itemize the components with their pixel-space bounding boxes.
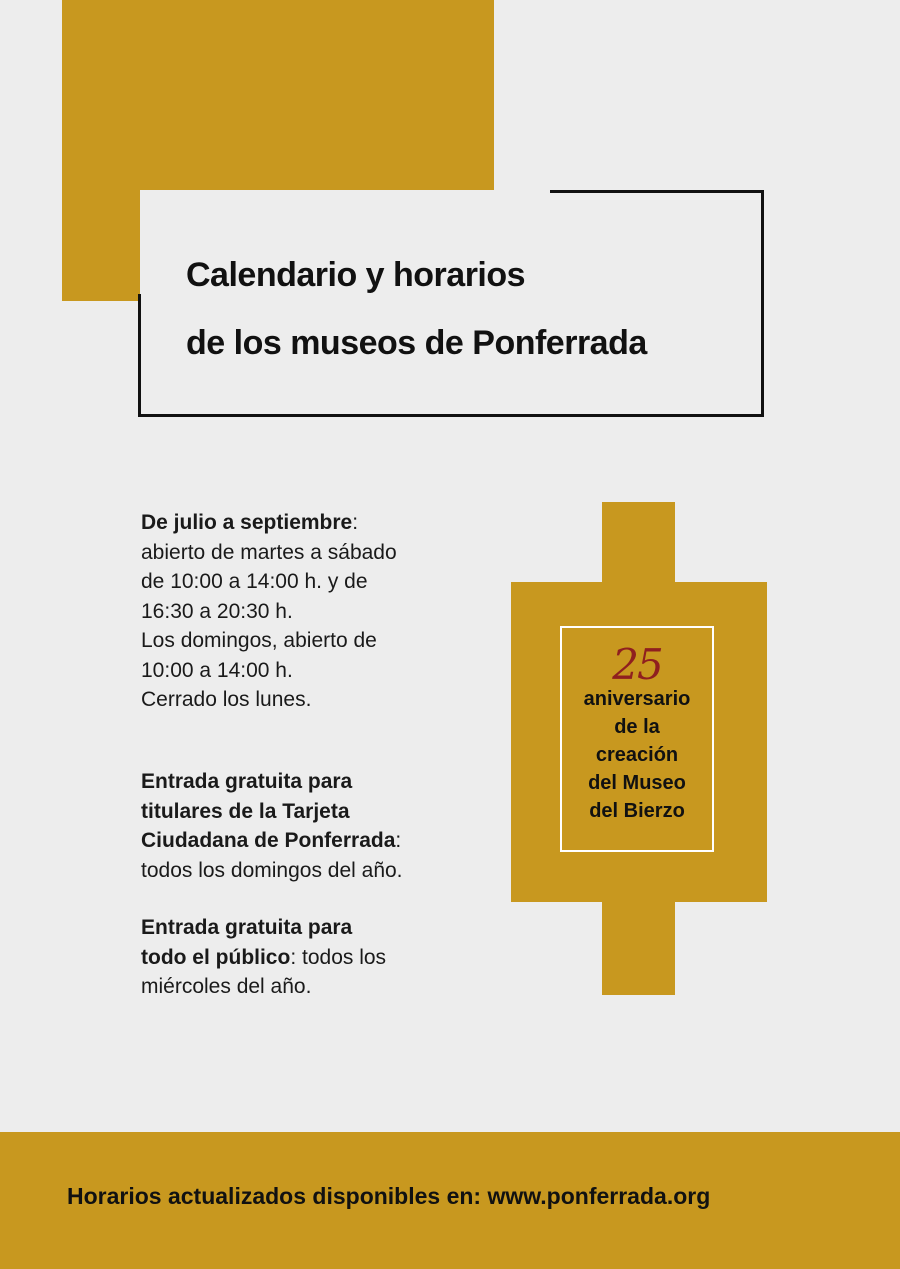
free-entry-heading: Entrada gratuita para xyxy=(141,916,353,939)
footer-text: Horarios actualizados disponibles en: www.ponferrada.org xyxy=(67,1183,711,1209)
schedule-line: de 10:00 a 14:00 h. y de xyxy=(141,570,368,593)
free-entry-heading: Ciudadana de Ponferrada xyxy=(141,829,396,852)
badge-tab-bottom xyxy=(602,900,675,995)
schedule-heading: De julio a septiembre xyxy=(141,511,353,534)
free-entry-heading: todo el público xyxy=(141,945,291,969)
free-entry-heading: Entrada gratuita para xyxy=(141,770,353,793)
schedule-line: 16:30 a 20:30 h. xyxy=(141,599,293,623)
free-entry-detail: todos los domingos del año. xyxy=(141,858,403,882)
free-entry-detail: miércoles del año. xyxy=(141,975,312,998)
badge-text-line: de la xyxy=(614,716,660,738)
badge-text-line: del Museo xyxy=(588,772,686,794)
page-title-line-2: de los museos de Ponferrada xyxy=(186,324,647,362)
badge-tab-top xyxy=(602,502,675,584)
badge-text-line: del Bierzo xyxy=(589,800,685,822)
badge-text-line: creación xyxy=(595,744,679,766)
free-entry-heading: titulares de la Tarjeta xyxy=(141,799,350,823)
schedule-line: Cerrado los lunes. xyxy=(141,688,312,711)
schedule-line: abierto de martes a sábado xyxy=(141,540,397,564)
schedule-line: 10:00 a 14:00 h. xyxy=(141,658,293,682)
anniversary-badge xyxy=(560,626,714,852)
anniversary-number: 25 xyxy=(612,640,662,689)
schedule-line: Los domingos, abierto de xyxy=(141,629,377,652)
page-title-line-1: Calendario y horarios xyxy=(186,256,526,294)
badge-text-line: aniversario xyxy=(583,688,691,710)
free-entry-public-section: Entrada gratuita para todo el público: todos los miércoles del año. xyxy=(141,913,471,1002)
free-entry-cardholders-section: Entrada gratuita para titulares de la Tarjeta Ciudadana de Ponferrada: todos los domingos del año. xyxy=(141,767,471,885)
schedule-section: De julio a septiembre: abierto de martes a sábado de 10:00 a 14:00 h. y de 16:30 a 20:30 h. Los domingos, abierto de 10:00 a 14:00 h. Cerrado los lunes. xyxy=(141,508,471,715)
title-frame xyxy=(140,190,764,417)
